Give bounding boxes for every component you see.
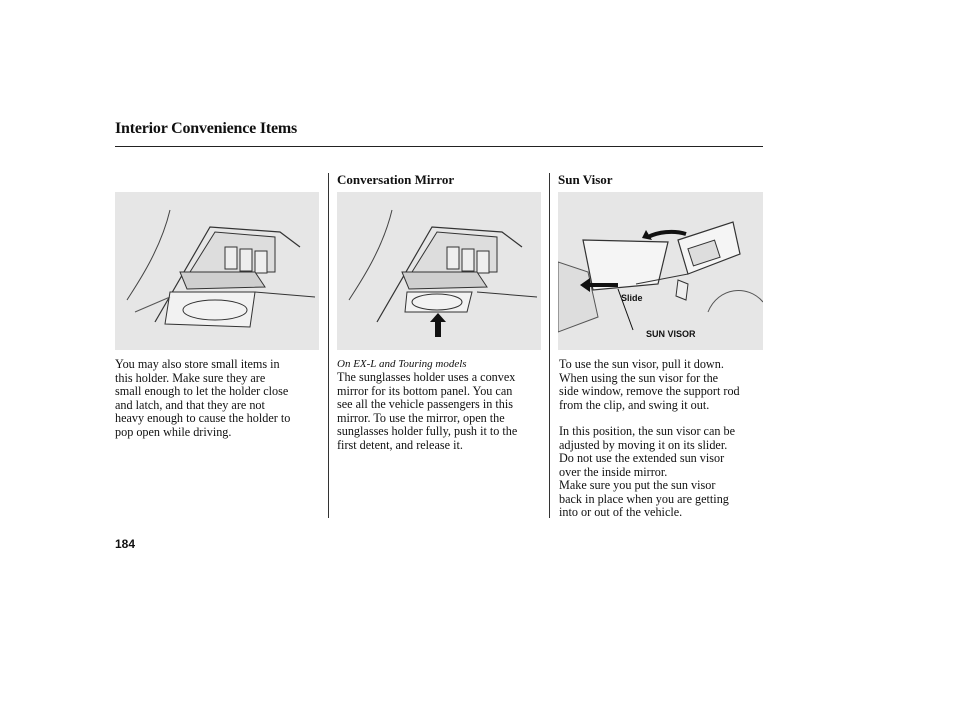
page-number: 184 — [115, 537, 136, 551]
section-title: Interior Convenience Items — [115, 120, 298, 137]
title-rule — [115, 146, 763, 147]
sun-visor-description-2: In this position, the sun visor can be adjusted by moving it on its slider. Do not use the extended sun visor over the inside mirror. Make sure you put the sun visor back in place when you are getting into or out of the vehicle. — [559, 424, 736, 519]
conversation-mirror-description: The sunglasses holder uses a convex mirror for its bottom panel. You can see all the vehicle passengers in this mirror. To use the mirror, open the sunglasses holder fully, push it to the first detent, and release it. — [337, 370, 518, 452]
column-divider-1 — [328, 173, 329, 518]
conversation-mirror-illustration — [337, 192, 541, 350]
holder-description: You may also store small items in this holder. Make sure they are small enough to let the holder close and latch, and that they are not heavy enough to cause the holder to pop open while driving. — [115, 357, 291, 439]
sun-visor-illustration — [558, 192, 763, 350]
models-note: On EX-L and Touring models — [337, 358, 467, 370]
sun-visor-heading: Sun Visor — [558, 172, 613, 187]
slide-label: Slide — [621, 293, 643, 303]
sun-visor-label: SUN VISOR — [646, 329, 696, 339]
holder-illustration — [115, 192, 319, 350]
conversation-mirror-heading: Conversation Mirror — [337, 172, 455, 187]
sun-visor-description-1: To use the sun visor, pull it down. When using the sun visor for the side window, remove the support rod from the clip, and swing it out. — [559, 357, 740, 412]
column-divider-2 — [549, 173, 550, 518]
